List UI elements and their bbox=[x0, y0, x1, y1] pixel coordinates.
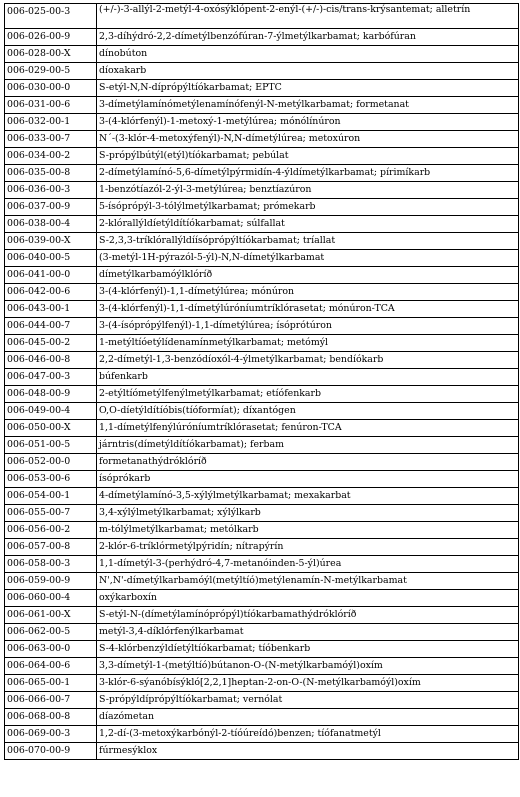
table-row bbox=[5, 182, 519, 199]
substance-name-cell: 1,2-dí-(3-metoxýkarbónýl-2-tíóúreídó)benzen; tíófanatmetýl bbox=[97, 726, 519, 743]
table-row bbox=[5, 743, 519, 760]
substance-name-cell: 3-(4-klórfenýl)-1-metoxý-1-metýlúrea; mónólínúron bbox=[97, 114, 519, 131]
index-number-cell: 006-055-00-7 bbox=[5, 505, 97, 522]
substance-name-cell: N',N'-dímetýlkarbamóýl(metýltíó)metýlenamín-N-metýlkarbamat bbox=[97, 573, 519, 590]
substance-name-cell: 2,2-dímetýl-1,3-benzódíoxól-4-ýlmetýlkarbamat; bendíókarb bbox=[97, 352, 519, 369]
substance-name-cell: O,O-díetýldítíóbis(tíóformíat); díxantógen bbox=[97, 403, 519, 420]
table-row bbox=[5, 607, 519, 624]
table-row bbox=[5, 199, 519, 216]
index-number-cell: 006-042-00-6 bbox=[5, 284, 97, 301]
substance-name-cell: 1-metýltíóetýlídenamínmetýlkarbamat; metómýl bbox=[97, 335, 519, 352]
index-number-cell: 006-051-00-5 bbox=[5, 437, 97, 454]
index-number-cell: 006-061-00-X bbox=[5, 607, 97, 624]
table-row bbox=[5, 267, 519, 284]
substance-name-cell: 3,4-xýlýlmetýlkarbamat; xýlýlkarb bbox=[97, 505, 519, 522]
table-row bbox=[5, 420, 519, 437]
substance-name-cell: (+/-)-3-allýl-2-metýl-4-oxósýklópent-2-enýl-(+/-)-cis/trans-krýsantemat; alletrín bbox=[97, 4, 519, 29]
substance-register-page bbox=[4, 3, 516, 760]
index-number-cell: 006-065-00-1 bbox=[5, 675, 97, 692]
substance-table-body bbox=[5, 4, 519, 760]
substance-name-cell: oxýkarboxín bbox=[97, 590, 519, 607]
substance-name-cell: S-4-klórbenzýldíetýltíókarbamat; tíóbenkarb bbox=[97, 641, 519, 658]
table-row bbox=[5, 386, 519, 403]
substance-name-cell: 3-(4-klórfenýl)-1,1-dímetýlúróníumtríklórasetat; mónúron-TCA bbox=[97, 301, 519, 318]
index-number-cell: 006-045-00-2 bbox=[5, 335, 97, 352]
table-row bbox=[5, 335, 519, 352]
substance-name-cell: 2-dímetýlamínó-5,6-dímetýlpýrmidín-4-ýldímetýlkarbamat; pírimíkarb bbox=[97, 165, 519, 182]
index-number-cell: 006-029-00-5 bbox=[5, 63, 97, 80]
substance-name-cell: búfenkarb bbox=[97, 369, 519, 386]
index-number-cell: 006-041-00-0 bbox=[5, 267, 97, 284]
table-row bbox=[5, 624, 519, 641]
index-number-cell: 006-049-00-4 bbox=[5, 403, 97, 420]
index-number-cell: 006-037-00-9 bbox=[5, 199, 97, 216]
index-number-cell: 006-047-00-3 bbox=[5, 369, 97, 386]
index-number-cell: 006-030-00-0 bbox=[5, 80, 97, 97]
table-row bbox=[5, 522, 519, 539]
substance-name-cell: N´-(3-klór-4-metoxýfenýl)-N,N-dímetýlúrea; metoxúron bbox=[97, 131, 519, 148]
substance-name-cell: 2,3-díhýdró-2,2-dímetýlbenzófúran-7-ýlmetýlkarbamat; karbófúran bbox=[97, 29, 519, 46]
table-row bbox=[5, 165, 519, 182]
table-row bbox=[5, 692, 519, 709]
table-row bbox=[5, 709, 519, 726]
table-row bbox=[5, 250, 519, 267]
index-number-cell: 006-033-00-7 bbox=[5, 131, 97, 148]
table-row bbox=[5, 658, 519, 675]
index-number-cell: 006-026-00-9 bbox=[5, 29, 97, 46]
substance-name-cell: m-tólýlmetýlkarbamat; metólkarb bbox=[97, 522, 519, 539]
substance-name-cell: 3,3-dímetýl-1-(metýltíó)bútanon-O-(N-metýlkarbamóýl)oxím bbox=[97, 658, 519, 675]
index-number-cell: 006-031-00-6 bbox=[5, 97, 97, 114]
index-number-cell: 006-048-00-9 bbox=[5, 386, 97, 403]
index-number-cell: 006-040-00-5 bbox=[5, 250, 97, 267]
index-number-cell: 006-036-00-3 bbox=[5, 182, 97, 199]
index-number-cell: 006-054-00-1 bbox=[5, 488, 97, 505]
substance-name-cell: 2-etýltíómetýlfenýlmetýlkarbamat; etíófenkarb bbox=[97, 386, 519, 403]
index-number-cell: 006-035-00-8 bbox=[5, 165, 97, 182]
table-row bbox=[5, 675, 519, 692]
table-row bbox=[5, 403, 519, 420]
table-row bbox=[5, 29, 519, 46]
table-row bbox=[5, 80, 519, 97]
substance-name-cell: 3-dímetýlamínómetýlenamínófenýl-N-metýlkarbamat; formetanat bbox=[97, 97, 519, 114]
table-row bbox=[5, 573, 519, 590]
index-number-cell: 006-053-00-6 bbox=[5, 471, 97, 488]
substance-name-cell: 3-klór-6-sýanóbísýkló[2,2,1]heptan-2-on-O-(N-metýlkarbamóýl)oxím bbox=[97, 675, 519, 692]
substance-name-cell: díoxakarb bbox=[97, 63, 519, 80]
substance-name-cell: 2-klórallýldíetýldítíókarbamat; súlfallat bbox=[97, 216, 519, 233]
table-row bbox=[5, 556, 519, 573]
substance-name-cell: 3-(4-ísóprópýlfenýl)-1,1-dímetýlúrea; ísóprótúron bbox=[97, 318, 519, 335]
index-number-cell: 006-044-00-7 bbox=[5, 318, 97, 335]
index-number-cell: 006-059-00-9 bbox=[5, 573, 97, 590]
substance-name-cell: 2-klór-6-tríklórmetýlpýridín; nítrapýrín bbox=[97, 539, 519, 556]
index-number-cell: 006-069-00-3 bbox=[5, 726, 97, 743]
substance-name-cell: dínobúton bbox=[97, 46, 519, 63]
table-row bbox=[5, 437, 519, 454]
index-number-cell: 006-058-00-3 bbox=[5, 556, 97, 573]
substance-name-cell: 1,1-dímetýlfenýlúróníumtríklórasetat; fenúron-TCA bbox=[97, 420, 519, 437]
substance-table bbox=[4, 3, 519, 760]
index-number-cell: 006-066-00-7 bbox=[5, 692, 97, 709]
index-number-cell: 006-052-00-0 bbox=[5, 454, 97, 471]
table-row bbox=[5, 726, 519, 743]
index-number-cell: 006-038-00-4 bbox=[5, 216, 97, 233]
index-number-cell: 006-064-00-6 bbox=[5, 658, 97, 675]
index-number-cell: 006-043-00-1 bbox=[5, 301, 97, 318]
table-row bbox=[5, 369, 519, 386]
table-row bbox=[5, 590, 519, 607]
table-row bbox=[5, 46, 519, 63]
index-number-cell: 006-032-00-1 bbox=[5, 114, 97, 131]
substance-name-cell: ísóprókarb bbox=[97, 471, 519, 488]
substance-name-cell: járntris(dímetýldítíókarbamat); ferbam bbox=[97, 437, 519, 454]
index-number-cell: 006-056-00-2 bbox=[5, 522, 97, 539]
substance-name-cell: 3-(4-klórfenýl)-1,1-dímetýlúrea; mónúron bbox=[97, 284, 519, 301]
table-row bbox=[5, 284, 519, 301]
table-row bbox=[5, 454, 519, 471]
substance-name-cell: S-própýlbútýl(etýl)tíókarbamat; pebúlat bbox=[97, 148, 519, 165]
index-number-cell: 006-070-00-9 bbox=[5, 743, 97, 760]
substance-name-cell: (3-metýl-1H-pýrazól-5-ýl)-N,N-dímetýlkarbamat bbox=[97, 250, 519, 267]
substance-name-cell: díazómetan bbox=[97, 709, 519, 726]
table-row bbox=[5, 352, 519, 369]
index-number-cell: 006-050-00-X bbox=[5, 420, 97, 437]
substance-name-cell: 1,1-dímetýl-3-(perhýdró-4,7-metanóinden-5-ýl)úrea bbox=[97, 556, 519, 573]
substance-name-cell: S-etýl-N,N-díprópýltíókarbamat; EPTC bbox=[97, 80, 519, 97]
substance-name-cell: fúrmesýklox bbox=[97, 743, 519, 760]
substance-name-cell: formetanathýdróklóríð bbox=[97, 454, 519, 471]
table-row bbox=[5, 233, 519, 250]
table-row bbox=[5, 148, 519, 165]
table-row bbox=[5, 63, 519, 80]
table-row bbox=[5, 216, 519, 233]
table-row bbox=[5, 471, 519, 488]
index-number-cell: 006-034-00-2 bbox=[5, 148, 97, 165]
index-number-cell: 006-046-00-8 bbox=[5, 352, 97, 369]
substance-name-cell: dímetýlkarbamóýlklóríð bbox=[97, 267, 519, 284]
table-row bbox=[5, 301, 519, 318]
table-row bbox=[5, 4, 519, 29]
index-number-cell: 006-068-00-8 bbox=[5, 709, 97, 726]
index-number-cell: 006-062-00-5 bbox=[5, 624, 97, 641]
table-row bbox=[5, 539, 519, 556]
substance-name-cell: 1-benzótíazól-2-ýl-3-metýlúrea; benztíazúron bbox=[97, 182, 519, 199]
table-row bbox=[5, 131, 519, 148]
index-number-cell: 006-025-00-3 bbox=[5, 4, 97, 29]
substance-name-cell: metýl-3,4-díklórfenýlkarbamat bbox=[97, 624, 519, 641]
table-row bbox=[5, 318, 519, 335]
substance-name-cell: S-etýl-N-(dímetýlamínóprópýl)tíókarbamathýdróklóríð bbox=[97, 607, 519, 624]
index-number-cell: 006-028-00-X bbox=[5, 46, 97, 63]
table-row bbox=[5, 97, 519, 114]
index-number-cell: 006-039-00-X bbox=[5, 233, 97, 250]
table-row bbox=[5, 488, 519, 505]
substance-name-cell: S-própýldíprópýltíókarbamat; vernólat bbox=[97, 692, 519, 709]
index-number-cell: 006-057-00-8 bbox=[5, 539, 97, 556]
substance-name-cell: 5-ísóprópýl-3-tólýlmetýlkarbamat; prómekarb bbox=[97, 199, 519, 216]
index-number-cell: 006-060-00-4 bbox=[5, 590, 97, 607]
table-row bbox=[5, 114, 519, 131]
table-row bbox=[5, 641, 519, 658]
table-row bbox=[5, 505, 519, 522]
substance-name-cell: S-2,3,3-tríklórallýldíísóprópýltíókarbamat; tríallat bbox=[97, 233, 519, 250]
substance-name-cell: 4-dímetýlamínó-3,5-xýlýlmetýlkarbamat; mexakarbat bbox=[97, 488, 519, 505]
index-number-cell: 006-063-00-0 bbox=[5, 641, 97, 658]
